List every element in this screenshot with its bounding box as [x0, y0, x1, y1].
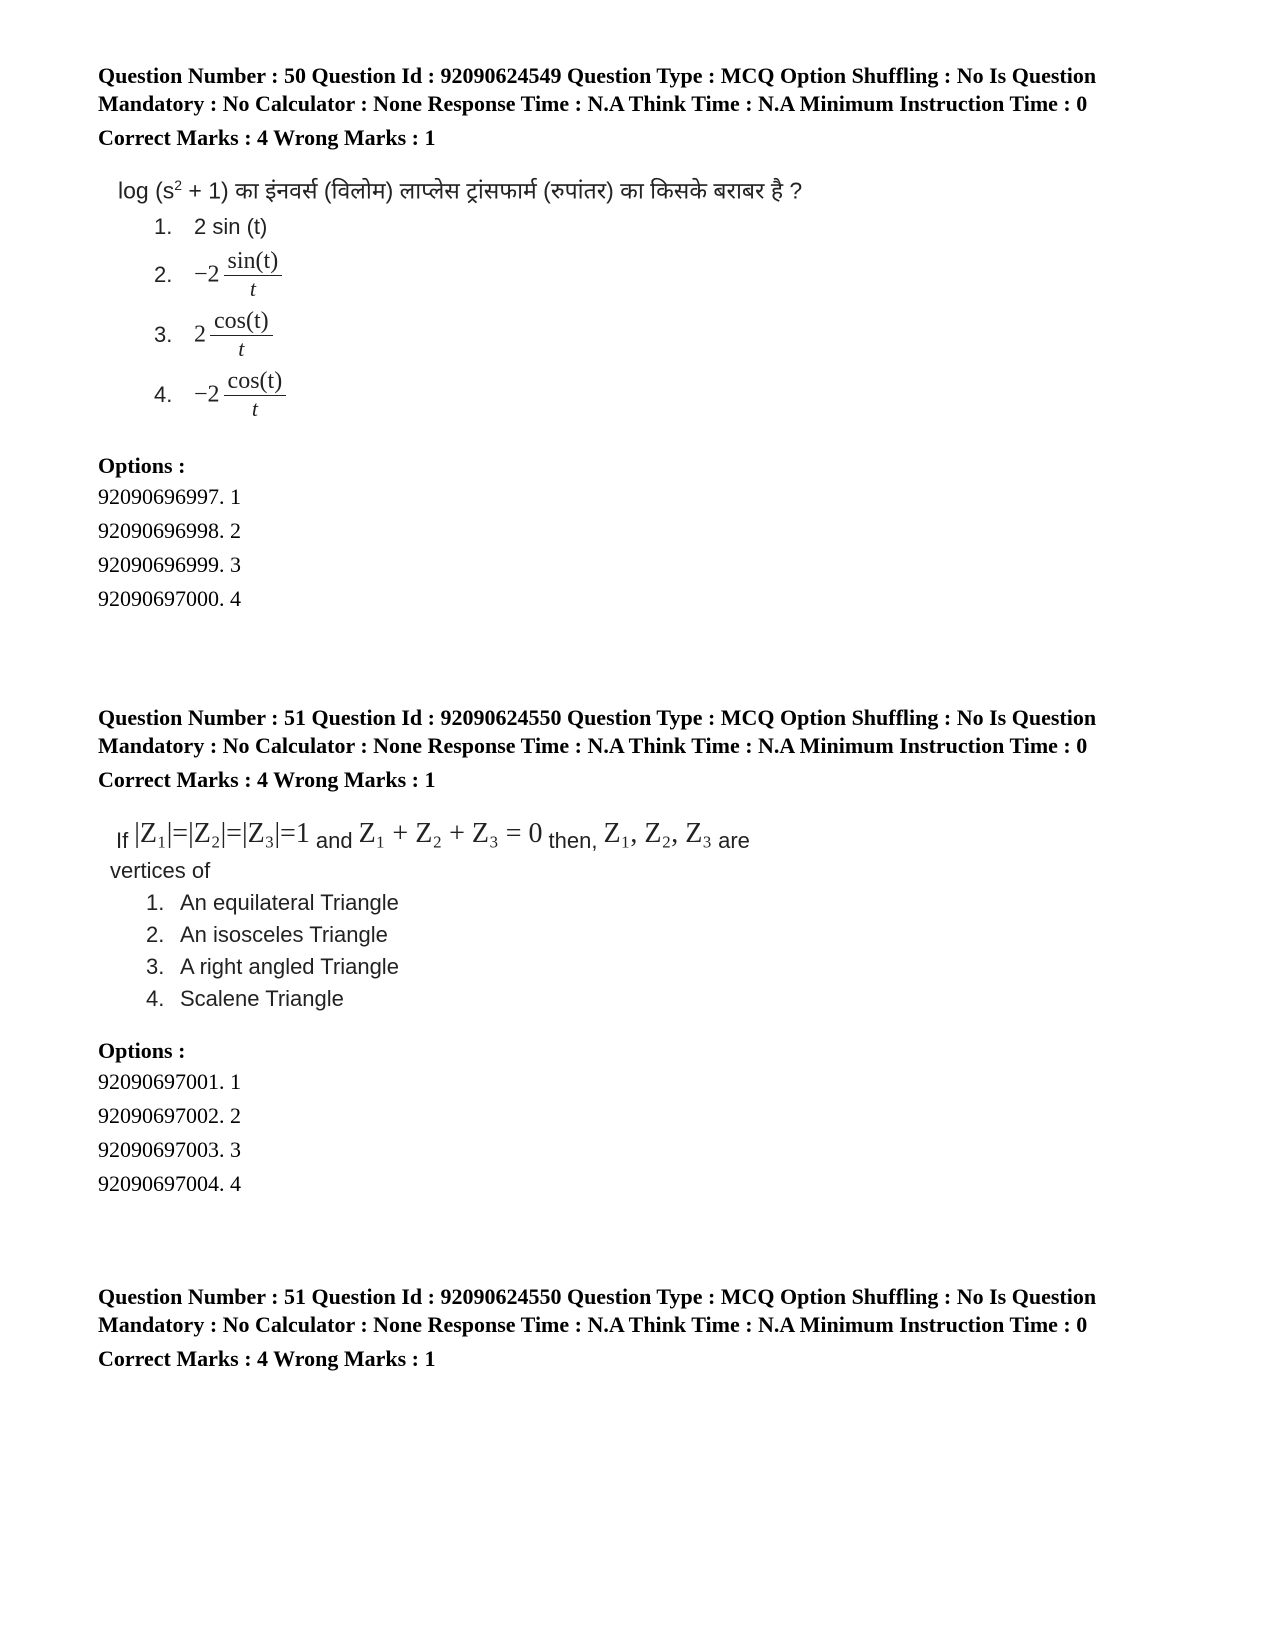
question-text: $\log (s^2 + 1)$ का इंनवर्स (विलोम) लाप्लेस ट्रांसफार्म (रुपांतर) का किसके बराबर है ?: [118, 177, 803, 204]
option-row: 92090697003. 3: [98, 1137, 241, 1162]
question-meta: Question Number : 51 Question Id : 92090624550 Question Type : MCQ Option Shuffling : No Is Question Mandatory : No Calculator : None Response Time : N.A Think Time : N.A Minimum Instruction Time : 0: [98, 705, 1097, 758]
choice-list: [146, 887, 1198, 1015]
question-marks: Correct Marks : 4 Wrong Marks : 1: [98, 125, 436, 150]
option-row: 92090696999. 3: [98, 551, 241, 577]
question-continuation: vertices of: [110, 858, 211, 883]
choice-4: 4. −2 $\frac{\cos(t)}{t}$: [154, 368, 1198, 422]
choice-2: 2. An isosceles Triangle: [146, 922, 388, 947]
question-51-repeat: [98, 1283, 1198, 1373]
options-section: [98, 452, 1198, 616]
question-marks: Correct Marks : 4 Wrong Marks : 1: [98, 1346, 436, 1371]
choice-1: 1. 2 sin (t): [154, 213, 268, 239]
choice-3: 3. A right angled Triangle: [146, 954, 399, 979]
choice-3: 3. 2 $\frac{\cos(t)}{t}$: [154, 308, 1198, 362]
choice-4: 4. Scalene Triangle: [146, 986, 344, 1011]
option-row: 92090697000. 4: [98, 585, 241, 611]
question-image: [110, 814, 1198, 1015]
option-row: 92090697002. 2: [98, 1103, 241, 1128]
option-row: 92090697004. 4: [98, 1171, 241, 1196]
question-50: [98, 62, 1198, 616]
options-section: [98, 1037, 1198, 1201]
question-51: [98, 704, 1198, 1201]
question-meta: Question Number : 51 Question Id : 92090624550 Question Type : MCQ Option Shuffling : No Is Question Mandatory : No Calculator : None Response Time : N.A Think Time : N.A Minimum Instruction Time : 0: [98, 1284, 1097, 1337]
choice-1: 1. An equilateral Triangle: [146, 890, 399, 915]
options-title: Options :: [98, 452, 186, 478]
options-title: Options :: [98, 1038, 186, 1063]
option-row: 92090697001. 1: [98, 1069, 241, 1094]
option-row: 92090696997. 1: [98, 483, 241, 509]
question-marks: Correct Marks : 4 Wrong Marks : 1: [98, 767, 436, 792]
question-image: [118, 168, 1198, 422]
question-meta: Question Number : 50 Question Id : 92090624549 Question Type : MCQ Option Shuffling : No Is Question Mandatory : No Calculator : None Response Time : N.A Think Time : N.A Minimum Instruction Time : 0: [98, 63, 1097, 116]
question-text: If |Z₁|=|Z₂|=|Z₃|=1 and Z₁ + Z₂ + Z₃ = 0 then, Z₁, Z₂, Z₃ are: [116, 818, 750, 853]
choice-2: 2. −2 $\frac{\sin(t)}{t}$: [154, 248, 1198, 302]
option-row: 92090696998. 2: [98, 517, 241, 543]
